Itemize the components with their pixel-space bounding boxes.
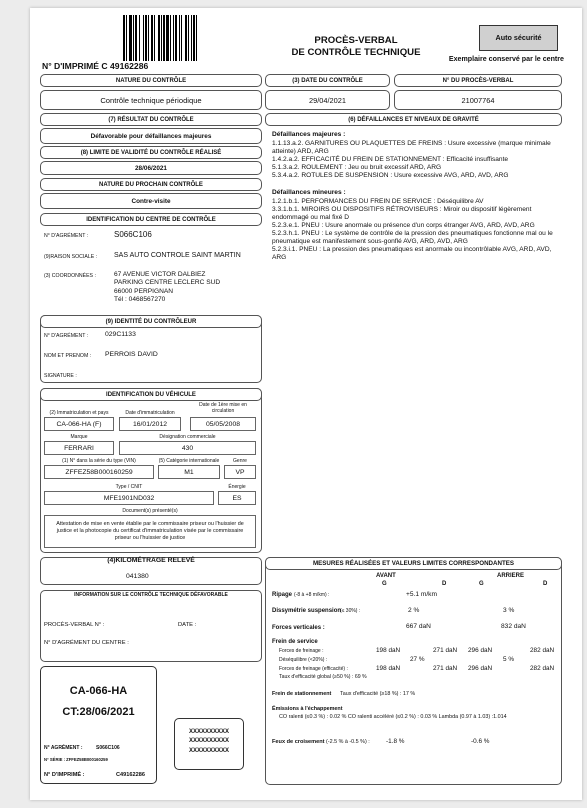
- col-arriere-g: G: [479, 581, 484, 587]
- stamp-line: XXXXXXXXXX: [188, 747, 230, 754]
- type-value: MFE1901ND032: [44, 491, 214, 505]
- stationnement-value: Taux d'efficacité (≥18 %) : 17 %: [340, 691, 416, 697]
- docs-value: Attestation de mise en vente établie par le commissaire priseur ou l'huissier de justice et la photocopie du certificat d'immatriculation visée par le commissaire priseur ou l'huissier de justice: [44, 515, 256, 548]
- ffe-arriere-d: 282 daN: [530, 665, 555, 672]
- center-address: [114, 271, 220, 305]
- ripage-value: +5.1 m/km: [406, 591, 437, 598]
- defects-list: [272, 131, 558, 262]
- croisement-limit: (-2.5 % à -0.5 %) :: [326, 739, 370, 745]
- address-line: 67 AVENUE VICTOR DALBIEZ: [114, 271, 206, 278]
- date-immat-value: 16/01/2012: [119, 417, 181, 431]
- mileage-value: 041380: [126, 573, 149, 580]
- ripage-label: Ripage: [272, 592, 293, 598]
- validity-title: (8) LIMITE DE VALIDITÉ DU CONTRÔLE RÉALISÉ: [40, 146, 262, 159]
- minor-defect-item: 5.2.3.i.1. PNEU : La pression des pneumatiques est anormale ou incontrôlable AVG, ARD, AVD, ARG: [272, 245, 552, 261]
- ripage-limit: (-8 à +8 m/km) :: [294, 592, 330, 598]
- immat-value: CA-066-HA (F): [44, 417, 114, 431]
- defects-title: (6) DÉFAILLANCES ET NIVEAUX DE GRAVITÉ: [265, 113, 562, 126]
- forces-freinage-label: Forces de freinage :: [279, 648, 324, 654]
- document-title: [276, 35, 436, 60]
- stamp-line: XXXXXXXXXX: [188, 738, 230, 745]
- address-line: 66000 PERPIGNAN: [114, 287, 174, 295]
- deseq-label: Déséquilibre (<20%) :: [279, 657, 328, 663]
- minor-defect-item: 5.2.3.e.1. PNEU : Usure anormale ou présence d'un corps étranger AVG, ARD, AVD, ARG: [272, 222, 535, 230]
- unfav-agrement-label: N° D'AGRÉMENT DU CENTRE :: [44, 640, 129, 646]
- avant-header: AVANT: [376, 573, 396, 579]
- croisement-g: -1.8 %: [386, 738, 405, 745]
- signature-label: SIGNATURE :: [44, 373, 77, 379]
- sticker-serie: N° SÉRIE : ZFFEZ58B000160259: [44, 757, 108, 762]
- croisement-d: -0.6 %: [471, 738, 490, 745]
- energie-value: ES: [218, 491, 256, 505]
- validity-value: 28/06/2021: [135, 164, 167, 172]
- controller-agrement-value: 029C1133: [105, 331, 136, 338]
- barcode-stripe: [196, 15, 197, 61]
- ff-avant-d: 271 daN: [433, 647, 458, 654]
- next-title: NATURE DU PROCHAIN CONTRÔLE: [40, 178, 262, 191]
- raison-sociale-label: (9)RAISON SOCIALE :: [44, 254, 98, 260]
- sticker-plate: CA-066-HA: [69, 685, 128, 697]
- date-circ-value: 05/05/2008: [190, 417, 256, 431]
- address-line: Tél : 0468567270: [114, 296, 166, 304]
- dissym-limit: (≤ 30%) :: [340, 608, 361, 614]
- categorie-label: (5) Catégorie internationale: [158, 458, 220, 464]
- genre-label: Genre: [233, 458, 247, 464]
- date-immat-label: Date d'immatriculation: [125, 410, 175, 416]
- nature-value: Contrôle technique périodique: [100, 95, 202, 105]
- sticker-ct-date: CT:28/06/2021: [62, 706, 135, 718]
- major-defects-title: Défaillances majeures :: [272, 131, 346, 138]
- major-defect-item: 5.3.4.a.2. ROTULES DE SUSPENSION : Usure excessive AVG, ARD, AVD, ARG: [272, 171, 509, 179]
- minor-defects-title: Défaillances mineures :: [272, 189, 346, 197]
- sticker-imprime-label: N° D'IMPRIMÉ :: [44, 772, 85, 778]
- document-page: [30, 8, 582, 800]
- deseq-arriere: 5 %: [503, 656, 515, 663]
- pv-value: 21007764: [461, 95, 495, 105]
- immat-label: (2) Immatriculation et pays: [49, 410, 109, 416]
- major-defect-item: 5.1.3.a.2. ROULEMENT : Jeu ou bruit excessif ARD, ARG: [272, 163, 442, 171]
- ffe-avant-d: 271 daN: [433, 665, 458, 672]
- barcode-number: N° D'IMPRIMÉ C 49162286: [42, 61, 149, 71]
- coordonnees-label: (3) COORDONNÉES :: [44, 273, 96, 279]
- title-line-1: PROCÈS-VERBAL: [314, 35, 398, 46]
- docs-label: Document(s) présenté(s): [122, 508, 178, 514]
- copy-subtitle: Exemplaire conservé par le centre: [448, 55, 564, 63]
- emissions-label: Émissions à l'échappement: [272, 706, 343, 712]
- ffe-arriere-g: 296 daN: [468, 665, 493, 672]
- marque-value: FERRARI: [44, 441, 114, 455]
- designation-label: Désignation commerciale: [159, 434, 216, 440]
- categorie-value: M1: [158, 465, 220, 479]
- vert-avant: 667 daN: [406, 623, 431, 630]
- unfav-pv-label: PROCÈS-VERBAL N° :: [44, 622, 105, 628]
- barcode: [123, 15, 222, 61]
- vin-label: (1) N° dans la série du type (VIN): [62, 458, 136, 464]
- vehicle-title: IDENTIFICATION DU VÉHICULE: [40, 388, 262, 401]
- vert-arriere: 832 daN: [501, 623, 526, 630]
- ffe-avant-g: 198 daN: [376, 665, 401, 672]
- stamp-text: [174, 728, 244, 756]
- ff-arriere-d: 282 daN: [530, 647, 555, 654]
- center-title: IDENTIFICATION DU CENTRE DE CONTRÔLE: [40, 213, 262, 226]
- center-agrement-label: N° D'AGRÉMENT :: [44, 233, 89, 239]
- auto-securite-badge: Auto sécurité: [479, 25, 558, 51]
- arriere-header: ARRIERE: [497, 573, 525, 579]
- designation-value: 430: [119, 441, 256, 455]
- ff-arriere-g: 296 daN: [468, 647, 493, 654]
- controller-name-label: NOM ET PRENOM :: [44, 353, 92, 359]
- ff-avant-g: 198 daN: [376, 647, 401, 654]
- controller-agrement-label: N° D'AGRÉMENT :: [44, 333, 89, 339]
- minor-defect-item: 5.2.3.h.1. PNEU : Le système de contrôle de la pression des pneumatiques fonctionne mal ou le pneumatique est manifestement sous-gonflé AVG, ARD, AVD, ARG: [272, 229, 553, 245]
- date-title: (3) DATE DU CONTRÔLE: [265, 74, 390, 87]
- unfav-date-label: DATE :: [178, 622, 197, 628]
- result-title: (7) RÉSULTAT DU CONTRÔLE: [40, 113, 262, 126]
- minor-defect-item: 1.2.1.b.1. PERFORMANCES DU FREIN DE SERVICE : Déséquilibre AV: [272, 198, 484, 206]
- major-defect-item: 1.4.2.a.2. EFFICACITÉ DU FREIN DE STATIONNEMENT : Efficacité insuffisante: [272, 155, 509, 163]
- croisement-label: Feux de croisement: [272, 739, 325, 745]
- title-line-2: DE CONTRÔLE TECHNIQUE: [291, 47, 421, 59]
- major-defect-item: 1.1.13.a.2. GARNITURES OU PLAQUETTES DE FREINS : Usure excessive (marque minimale atteinte) ARD, ARG: [272, 139, 551, 155]
- dissym-label: Dissymétrie suspension: [272, 608, 342, 614]
- address-line: PARKING CENTRE LECLERC SUD: [114, 279, 221, 287]
- stationnement-label: Frein de stationnement: [272, 691, 332, 697]
- deseq-avant: 27 %: [410, 656, 425, 663]
- center-agrement-value: S066C106: [114, 230, 152, 239]
- col-avant-d: D: [442, 581, 447, 587]
- vert-label: Forces verticales :: [272, 625, 325, 631]
- stamp-line: XXXXXXXXXX: [188, 729, 230, 735]
- marque-label: Marque: [70, 434, 88, 440]
- nature-title: NATURE DU CONTRÔLE: [40, 74, 262, 87]
- date-value: 29/04/2021: [309, 95, 346, 105]
- ffe-label: Forces de freinage (efficacité) :: [279, 666, 348, 672]
- dissym-avant: 2 %: [408, 607, 420, 614]
- sticker-agrement-label: N° AGRÉMENT :: [44, 745, 83, 751]
- controller-title: (9) IDENTITÉ DU CONTRÔLEUR: [40, 315, 262, 328]
- result-value: Défavorable pour défaillances majeures: [90, 132, 212, 140]
- pv-title: N° DU PROCÈS-VERBAL: [394, 74, 562, 87]
- controller-name-value: PERROIS DAVID: [105, 351, 158, 358]
- energie-label: Énergie: [228, 484, 246, 490]
- minor-defect-item: 3.3.1.b.1. MIROIRS OU DISPOSITIFS RÉTROVISEURS : Miroir ou dispositif légèrement endommagé ou mal fixé D: [272, 206, 532, 222]
- col-arriere-d: D: [543, 581, 548, 587]
- sticker: [40, 666, 157, 784]
- sticker-imprime-value: C49162286: [116, 772, 145, 778]
- unfav-title: INFORMATION SUR LE CONTRÔLE TECHNIQUE DÉFAVORABLE: [74, 592, 228, 598]
- measures-title: MESURES RÉALISÉES ET VALEURS LIMITES CORRESPONDANTES: [265, 557, 562, 570]
- taux-global: Taux d'efficacité global (≥50 %) : 69 %: [279, 674, 367, 680]
- dissym-arriere: 3 %: [503, 607, 515, 614]
- mileage-title: (4)KILOMÉTRAGE RELEVÉ: [107, 557, 195, 564]
- raison-sociale-value: SAS AUTO CONTROLE SAINT MARTIN: [114, 252, 241, 259]
- vin-value: ZFFEZ58B000160259: [44, 465, 154, 479]
- next-value: Contre-visite: [131, 197, 171, 205]
- type-label: Type / CNIT: [115, 484, 143, 490]
- frein-service-label: Frein de service: [272, 639, 318, 645]
- emissions-value: CO ralenti (≤0.3 %) : 0.02 % CO ralenti accéléré (≤0.2 %) : 0.03 % Lambda (0.97 à 1.03) :1.014: [279, 714, 507, 720]
- genre-value: VP: [224, 465, 256, 479]
- col-avant-g: G: [382, 581, 387, 587]
- sticker-agrement-value: S066C106: [96, 745, 120, 751]
- date-circ-label: Date de 1ère mise en circulation: [199, 402, 247, 414]
